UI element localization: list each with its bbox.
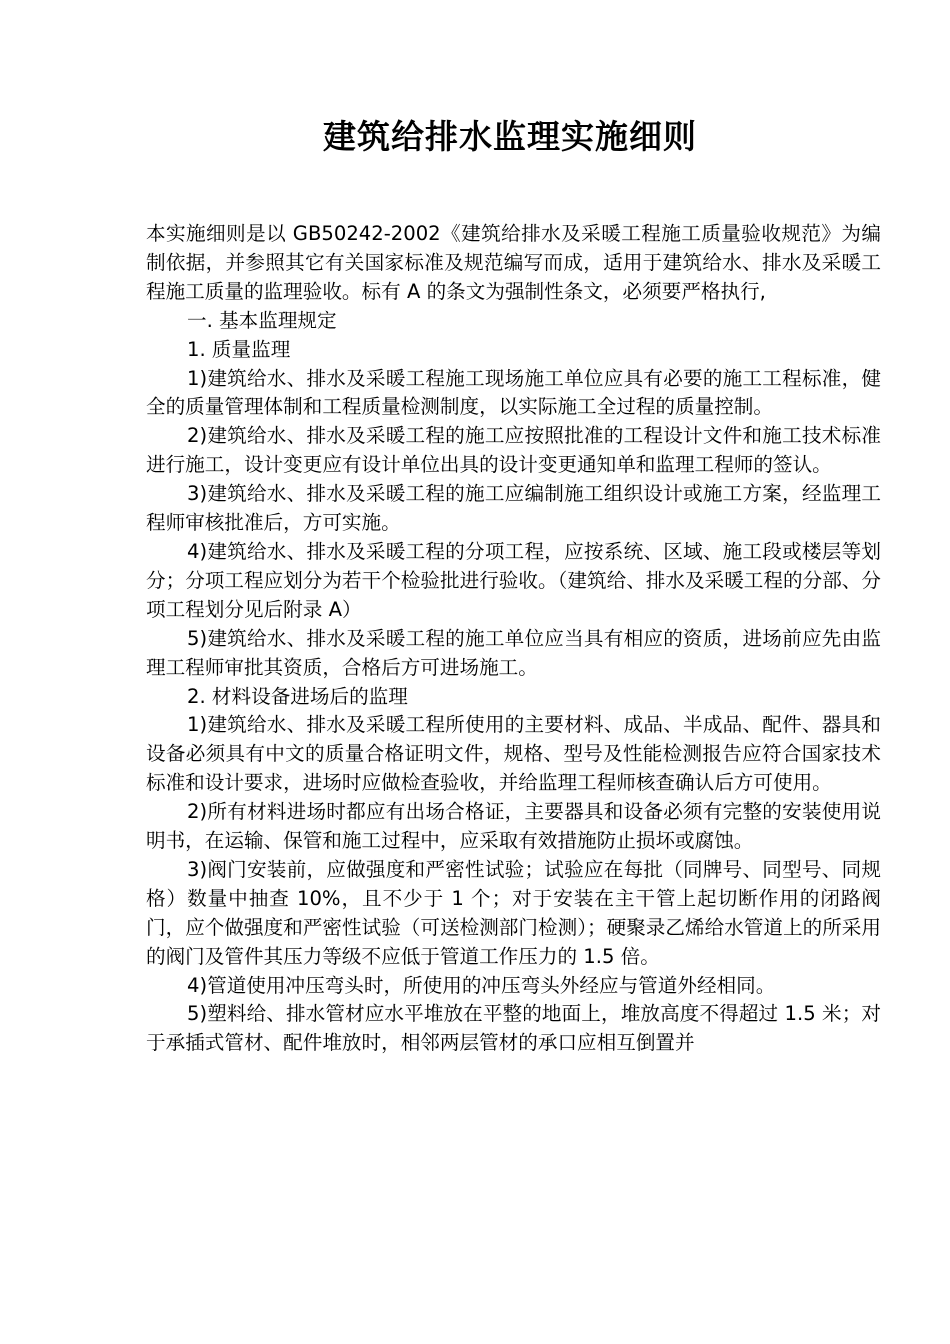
clause-paragraph: 4)建筑给水、排水及采暖工程的分项工程，应按系统、区域、施工段或楼层等划分；分项工程应划分为若干个检验批进行验收。（建筑给、排水及采暖工程的分部、分项工程划分见后附录 A）: [146, 539, 881, 621]
clause-paragraph: 5)建筑给水、排水及采暖工程的施工单位应当具有相应的资质，进场前应先由监理工程师审批其资质，合格后方可进场施工。: [146, 626, 881, 679]
section-heading-basic-rules: 一. 基本监理规定: [187, 308, 337, 332]
subsection-heading-materials: 2. 材料设备进场后的监理: [187, 684, 408, 708]
clause-paragraph: 2)所有材料进场时都应有出场合格证，主要器具和设备必须有完整的安装使用说明书，在运输、保管和施工过程中，应采取有效措施防止损坏或腐蚀。: [146, 800, 881, 853]
clause-paragraph: 1)建筑给水、排水及采暖工程施工现场施工单位应具有必要的施工工程标准，健全的质量管理体制和工程质量检测制度，以实际施工全过程的质量控制。: [146, 366, 881, 419]
document-body: [146, 220, 881, 1058]
subsection-heading-quality: 1. 质量监理: [187, 337, 291, 361]
clause-paragraph: 5)塑料给、排水管材应水平堆放在平整的地面上，堆放高度不得超过 1.5 米；对于承插式管材、配件堆放时，相邻两层管材的承口应相互倒置并: [146, 1002, 881, 1055]
document-title: 建筑给排水监理实施细则: [323, 117, 697, 156]
clause-paragraph: 2)建筑给水、排水及采暖工程的施工应按照批准的工程设计文件和施工技术标准进行施工，设计变更应有设计单位出具的设计变更通知单和监理工程师的签认。: [146, 424, 881, 477]
clause-paragraph: 3)阀门安装前，应做强度和严密性试验；试验应在每批（同牌号、同型号、同规格）数量中抽查 10%，且不少于 1 个；对于安装在主干管上起切断作用的闭路阀门，应个做强度和严密性试验（可送检测部门检测）；硬聚录乙烯给水管道上的所采用的阀门及管件其压力等级不应低于管道工作压力的 1.5 倍。: [146, 857, 881, 968]
clause-paragraph: 3)建筑给水、排水及采暖工程的施工应编制施工组织设计或施工方案，经监理工程师审核批准后，方可实施。: [146, 482, 881, 535]
clause-paragraph: 1)建筑给水、排水及采暖工程所使用的主要材料、成品、半成品、配件、器具和设备必须具有中文的质量合格证明文件，规格、型号及性能检测报告应符合国家技术标准和设计要求，进场时应做检查验收，并给监理工程师核查确认后方可使用。: [146, 713, 881, 795]
intro-paragraph: 本实施细则是以 GB50242-2002《建筑给排水及采暖工程施工质量验收规范》为编制依据，并参照其它有关国家标准及规范编写而成，适用于建筑给水、排水及采暖工程施工质量的监理验收。标有 A 的条文为强制性条文，必须要严格执行,: [146, 222, 881, 303]
clause-paragraph: 4)管道使用冲压弯头时，所使用的冲压弯头外经应与管道外经相同。: [187, 973, 776, 997]
